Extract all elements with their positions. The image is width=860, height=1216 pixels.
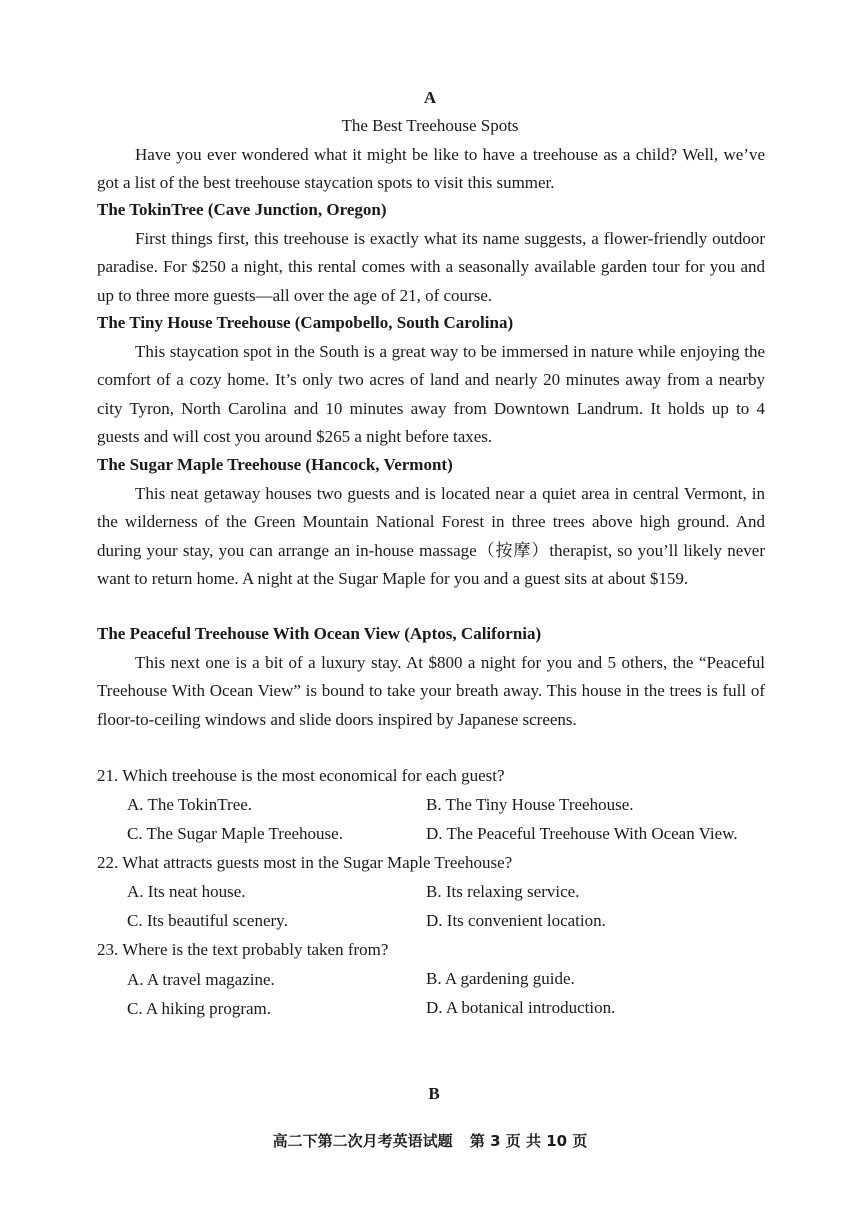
q22-option-c: C. Its beautiful scenery.: [127, 911, 288, 930]
footer-exam-title: 高二下第二次月考英语试题: [272, 1132, 453, 1150]
question-23: 23. Where is the text probably taken from?: [97, 940, 389, 959]
spot-text-tiny-house: This staycation spot in the South is a great way to be immersed in nature while enjoying the comfort of a cozy home. It’s only two acres of land and nearly 20 minutes away from a nearby city Tyron, North Carolina and 10 minutes away from Downtown Landrum. It holds up to 4 guests and will cost you around $265 a night before taxes.: [97, 342, 765, 447]
section-b-letter: B: [428, 1084, 440, 1103]
spot-heading-sugar-maple: The Sugar Maple Treehouse (Hancock, Vermont): [97, 455, 453, 474]
question-22: 22. What attracts guests most in the Sugar Maple Treehouse?: [97, 853, 513, 872]
q22-option-b: B. Its relaxing service.: [426, 882, 580, 901]
q21-option-b: B. The Tiny House Treehouse.: [426, 795, 634, 814]
spot-heading-tiny-house: The Tiny House Treehouse (Campobello, South Carolina): [97, 313, 514, 332]
q22-option-d: D. Its convenient location.: [426, 911, 606, 930]
q23-option-d: D. A botanical introduction.: [426, 998, 616, 1017]
footer-page-info: 第 3 页 共 10 页: [469, 1132, 588, 1150]
passage-title: The Best Treehouse Spots: [341, 116, 519, 135]
q22-option-a: A. Its neat house.: [127, 882, 246, 901]
spot-heading-peaceful: The Peaceful Treehouse With Ocean View (Aptos, California): [97, 624, 542, 643]
q21-option-a: A. The TokinTree.: [127, 795, 253, 814]
intro-paragraph: Have you ever wondered what it might be like to have a treehouse as a child? Well, we’ve got a list of the best treehouse staycation spots to visit this summer.: [97, 145, 765, 193]
spot-text-peaceful: This next one is a bit of a luxury stay. At $800 a night for you and 5 others, the “Peaceful Treehouse With Ocean View” is bound to take your breath away. This house in the trees is full of floor-to-ceiling windows and slide doors inspired by Japanese screens.: [97, 653, 765, 729]
spot-text-tokintree: First things first, this treehouse is exactly what its name suggests, a flower-friendly outdoor paradise. For $250 a night, this rental comes with a seasonally available garden tour for you and up to three more guests—all over the age of 21, of course.: [97, 229, 765, 305]
section-a-letter: A: [423, 88, 437, 107]
q21-option-d: D. The Peaceful Treehouse With Ocean View.: [426, 824, 738, 843]
q21-option-c: C. The Sugar Maple Treehouse.: [127, 824, 343, 843]
spot-heading-tokintree: The TokinTree (Cave Junction, Oregon): [97, 200, 387, 219]
spot-text-sugar-maple: This neat getaway houses two guests and is located near a quiet area in central Vermont, in the wilderness of the Green Mountain National Forest in three trees above high ground. And during your stay, you can arrange an in-house massage（按摩）therapist, so you’ll likely never want to return home. A night at the Sugar Maple for you and a guest sits at about $159.: [97, 484, 765, 589]
q23-option-b: B. A gardening guide.: [426, 969, 575, 988]
page-footer: [0, 1130, 860, 1151]
q23-option-a: A. A travel magazine.: [127, 970, 275, 989]
q23-option-c: C. A hiking program.: [127, 999, 272, 1018]
question-21: 21. Which treehouse is the most economical for each guest?: [97, 766, 505, 785]
